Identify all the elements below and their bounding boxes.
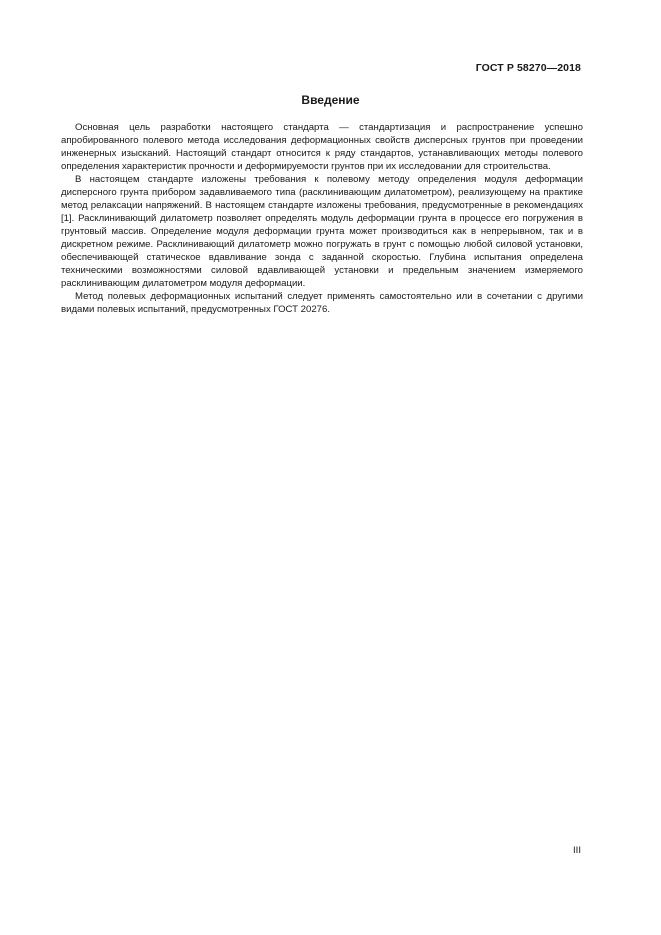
body-text [61,121,583,316]
document-code: ГОСТ Р 58270—2018 [475,62,581,74]
paragraph-1: Основная цель разработки настоящего стандарта — стандартизация и распространение успешно апробированного полевого метода исследования деформационных свойств дисперсных грунтов при проведении инженерных изысканий. Настоящий стандарт относится к ряду стандартов, устанавливающих методы полевого определения характеристик прочности и деформируемости грунтов при их исследовании для строительства. [61,122,583,172]
paragraph-2: В настоящем стандарте изложены требования к полевому методу определения модуля деформации дисперсного грунта прибором задавливаемого типа (расклинивающим дилатометром), реализующему на практике метод релаксации напряжений. В настоящем стандарте изложены требования, предусмотренные в рекомендациях [1]. Расклинивающий дилатометр позволяет определять модуль деформации грунта в процессе его погружения в грунтовый массив. Определение модуля деформации грунта может производиться как в непрерывном, так и в дискретном режиме. Расклинивающий дилатометр можно погружать в грунт с помощью любой силовой установки, обеспечивающей статическое вдавливание зонда с заданной скоростью. Глубина испытания определена техническими возможностями силовой вдавливающей установки и предельным значением измеряемого расклинивающим дилатометром модуля деформации. [61,174,583,289]
section-title: Введение [301,93,360,107]
page-number: III [573,845,581,856]
paragraph-3: Метод полевых деформационных испытаний следует применять самостоятельно или в сочетании с другими видами полевых испытаний, предусмотренных ГОСТ 20276. [61,291,583,315]
